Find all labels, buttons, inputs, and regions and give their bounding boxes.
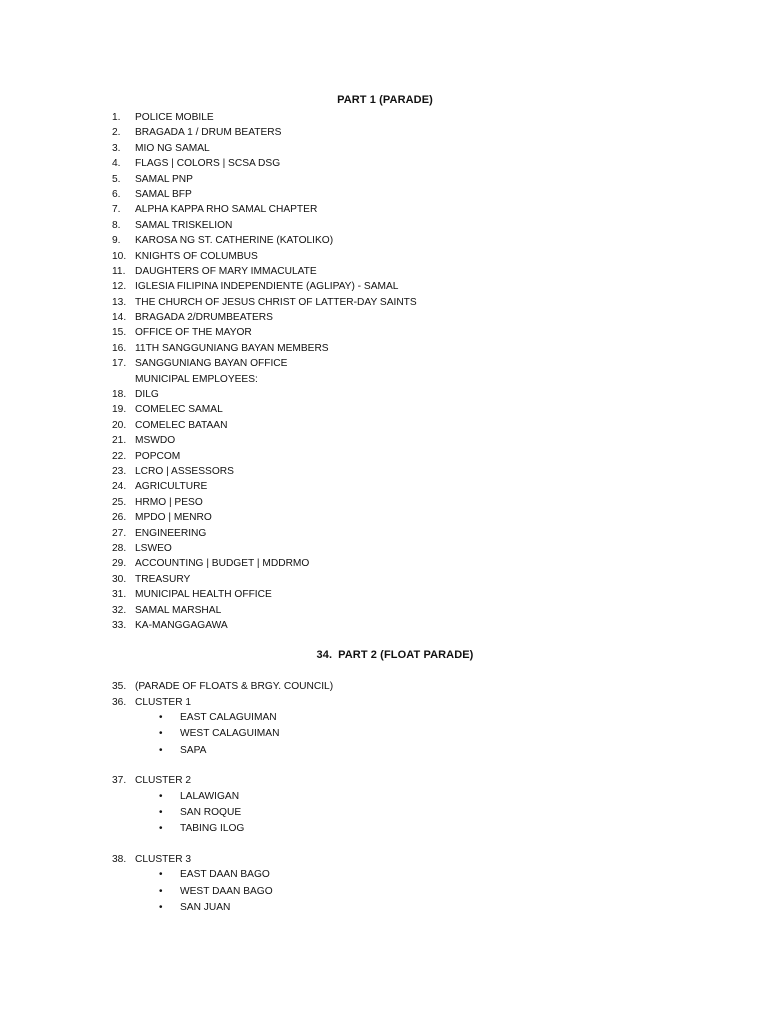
item-text: BRAGADA 2/DRUMBEATERS: [135, 312, 273, 324]
list-item: [112, 402, 417, 417]
bullet-icon: •: [159, 807, 163, 819]
item-text: MUNICIPAL HEALTH OFFICE: [135, 589, 272, 601]
list-item: [112, 156, 417, 171]
spacer: [112, 759, 333, 773]
cluster-item: [112, 695, 333, 711]
barangay-list-wrapper: [112, 710, 333, 759]
item-number: 31.: [112, 589, 127, 601]
item-number: 3.: [112, 142, 121, 154]
barangay-item: [112, 805, 333, 821]
item-number: 25.: [112, 496, 127, 508]
barangay-list: [112, 710, 333, 759]
item-number: 13.: [112, 296, 127, 308]
bullet-icon: •: [159, 790, 163, 802]
barangay-item: [112, 900, 333, 916]
list-item: [112, 526, 417, 541]
bullet-icon: •: [159, 885, 163, 897]
item-text: DILG: [135, 389, 159, 401]
item-number: 24.: [112, 481, 127, 493]
barangay-list: [112, 867, 333, 916]
item-text: KNIGHTS OF COLUMBUS: [135, 250, 258, 262]
barangay-name: EAST CALAGUIMAN: [180, 712, 277, 723]
item-text: SAMAL PNP: [135, 173, 193, 185]
item-text: SANGGUNIANG BAYAN OFFICE: [135, 358, 288, 370]
list-item: [112, 464, 417, 479]
item-text: THE CHURCH OF JESUS CHRIST OF LATTER-DAY SAINTS: [135, 296, 417, 308]
part2-list: [112, 679, 333, 917]
barangay-name: WEST DAAN BAGO: [180, 885, 273, 897]
list-item: [112, 433, 417, 448]
item-text: TREASURY: [135, 573, 191, 585]
barangay-item: [112, 726, 333, 742]
item-text: 11TH SANGGUNIANG BAYAN MEMBERS: [135, 342, 329, 354]
cluster-name: CLUSTER 3: [135, 853, 192, 865]
item-number: 14.: [112, 312, 127, 324]
list-item: [112, 603, 417, 618]
list-item: [112, 125, 417, 140]
item-number: 18.: [112, 389, 127, 401]
barangay-name: SAN ROQUE: [180, 807, 242, 819]
item-text: POLICE MOBILE: [135, 112, 214, 123]
part1-title: PART 1 (PARADE): [337, 94, 433, 106]
list-item: [112, 279, 417, 294]
cluster-item: [112, 773, 333, 789]
part2-heading: [11, 649, 768, 661]
item-number: 15.: [112, 327, 127, 339]
part1-heading: [1, 94, 768, 106]
item-number: 12.: [112, 281, 127, 293]
list-item: [112, 418, 417, 433]
list-item: [112, 387, 417, 402]
list-item: [112, 572, 417, 587]
item-text: HRMO | PESO: [135, 496, 203, 508]
list-item: [112, 218, 417, 233]
item-text: POPCOM: [135, 450, 181, 462]
list-item: [112, 202, 417, 217]
item-text: ENGINEERING: [135, 527, 207, 539]
item-text: OFFICE OF THE MAYOR: [135, 327, 252, 339]
barangay-item: [112, 789, 333, 805]
item-text: KA-MANGGAGAWA: [135, 619, 228, 631]
barangay-name: TABING ILOG: [180, 823, 245, 835]
item-number: 36.: [112, 696, 127, 708]
item-number: 8.: [112, 219, 121, 231]
item-number: 37.: [112, 775, 127, 787]
barangay-list-wrapper: [112, 789, 333, 838]
list-item: [112, 495, 417, 510]
item-text: SAMAL BFP: [135, 188, 192, 200]
item-text: IGLESIA FILIPINA INDEPENDIENTE (AGLIPAY) - SAMAL: [135, 281, 399, 293]
bullet-icon: •: [159, 712, 163, 723]
bullet-icon: •: [159, 728, 163, 740]
list-item: [112, 249, 417, 264]
barangay-item: [112, 743, 333, 759]
part2-number: 34.: [316, 649, 333, 661]
barangay-item: [112, 884, 333, 900]
list-item: [112, 295, 417, 310]
item-number: 1.: [112, 112, 121, 123]
item-number: 33.: [112, 619, 127, 631]
bullet-icon: •: [159, 823, 163, 835]
item-number: 11.: [112, 265, 126, 277]
list-item: [112, 356, 417, 371]
cluster-name: CLUSTER 1: [135, 696, 192, 708]
item-number: 4.: [112, 158, 121, 170]
barangay-list: [112, 789, 333, 838]
item-number: 38.: [112, 853, 127, 865]
item-text: AGRICULTURE: [135, 481, 208, 493]
item-text: MSWDO: [135, 435, 176, 447]
item-text: ACCOUNTING | BUDGET | MDDRMO: [135, 558, 310, 570]
item-number: 30.: [112, 573, 127, 585]
item-text: MIO NG SAMAL: [135, 142, 210, 154]
cluster-item: [112, 852, 333, 868]
barangay-name: SAPA: [180, 744, 207, 756]
barangay-item: [112, 821, 333, 837]
bullet-icon: •: [159, 744, 163, 756]
item-text: COMELEC BATAAN: [135, 419, 228, 431]
list-item: [112, 141, 417, 156]
item-text: SAMAL MARSHAL: [135, 604, 222, 616]
item-number: 5.: [112, 173, 121, 185]
item-number: 16.: [112, 342, 127, 354]
barangay-name: WEST CALAGUIMAN: [180, 728, 280, 740]
barangay-item: [112, 710, 333, 726]
item-number: 23.: [112, 465, 127, 477]
item-number: 35.: [112, 681, 127, 692]
barangay-name: LALAWIGAN: [180, 790, 240, 802]
item-number: 20.: [112, 419, 127, 431]
item-number: 17.: [112, 358, 127, 370]
list-item: [112, 341, 417, 356]
item-text: MPDO | MENRO: [135, 512, 212, 524]
barangay-name: SAN JUAN: [180, 902, 231, 914]
part1-list: [112, 110, 417, 633]
item-text: LCRO | ASSESSORS: [135, 465, 234, 477]
item-number: 22.: [112, 450, 127, 462]
item-number: 29.: [112, 558, 127, 570]
list-item: [112, 110, 417, 125]
item-number: 2.: [112, 127, 121, 139]
item-number: 9.: [112, 235, 121, 247]
spacer: [112, 838, 333, 852]
barangay-item: [112, 867, 333, 883]
list-item: [112, 556, 417, 571]
list-item: [112, 172, 417, 187]
item-number: 19.: [112, 404, 127, 416]
item-text: FLAGS | COLORS | SCSA DSG: [135, 158, 281, 170]
list-item: [112, 479, 417, 494]
list-item: [112, 325, 417, 340]
cluster-name: CLUSTER 2: [135, 775, 192, 787]
list-item: [112, 233, 417, 248]
item-text: ALPHA KAPPA RHO SAMAL CHAPTER: [135, 204, 318, 216]
item-text: MUNICIPAL EMPLOYEES:: [135, 373, 258, 385]
item-text: DAUGHTERS OF MARY IMMACULATE: [135, 265, 317, 277]
item-text: KAROSA NG ST. CATHERINE (KATOLIKO): [135, 235, 334, 247]
list-item: [112, 449, 417, 464]
item-number: 6.: [112, 188, 121, 200]
bullet-icon: •: [159, 902, 163, 914]
list-item: [112, 587, 417, 602]
item-number: 7.: [112, 204, 121, 216]
list-item: [112, 510, 417, 525]
list-item: [112, 187, 417, 202]
item-number: 10.: [112, 250, 127, 262]
item-text: SAMAL TRISKELION: [135, 219, 233, 231]
list-item: [112, 618, 417, 633]
barangay-name: EAST DAAN BAGO: [180, 869, 270, 881]
item-number: 28.: [112, 542, 127, 554]
item-number: 26.: [112, 512, 127, 524]
list-item-intro: [112, 679, 333, 695]
bullet-icon: •: [159, 869, 163, 881]
item-number: 27.: [112, 527, 127, 539]
item-text: BRAGADA 1 / DRUM BEATERS: [135, 127, 282, 139]
list-item: [112, 541, 417, 556]
list-item: [112, 264, 417, 279]
list-item: [112, 372, 417, 387]
item-text: LSWEO: [135, 542, 172, 554]
item-text: COMELEC SAMAL: [135, 404, 223, 416]
part2-title: PART 2 (FLOAT PARADE): [338, 649, 474, 661]
item-text: (PARADE OF FLOATS & BRGY. COUNCIL): [135, 681, 334, 692]
list-item: [112, 310, 417, 325]
item-number: 32.: [112, 604, 127, 616]
barangay-list-wrapper: [112, 867, 333, 916]
item-number: 21.: [112, 435, 127, 447]
